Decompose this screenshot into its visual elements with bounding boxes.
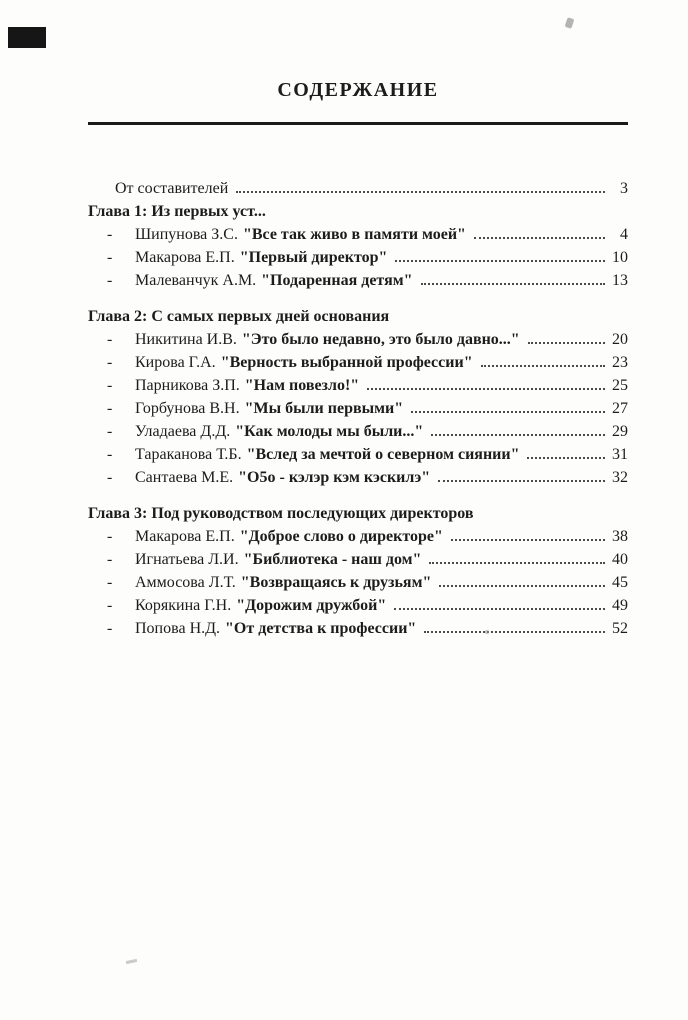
entry-work-title: "Дорожим дружбой" bbox=[236, 597, 387, 614]
entry-author: Никитина И.В. bbox=[135, 331, 237, 348]
entry-author: Горбунова В.Н. bbox=[135, 400, 240, 417]
entry-text bbox=[135, 328, 520, 351]
bullet-dash: - bbox=[107, 620, 113, 637]
toc-entry bbox=[88, 246, 628, 269]
entry-work-title: "Возвращаясь к друзьям" bbox=[240, 574, 432, 591]
entry-author: Тараканова Т.Б. bbox=[135, 446, 242, 463]
dot-leader bbox=[481, 365, 605, 367]
entry-work-title: "Нам повезло!" bbox=[244, 377, 360, 394]
dot-leader bbox=[421, 283, 605, 285]
entry-work-title: "Верность выбранной профессии" bbox=[220, 354, 473, 371]
entry-text bbox=[135, 351, 473, 374]
page-number: 38 bbox=[612, 528, 628, 545]
toc-entry-front bbox=[115, 177, 628, 200]
page-number: 52 bbox=[612, 620, 628, 637]
entry-text bbox=[135, 443, 519, 466]
scan-artifact-speck bbox=[485, 630, 489, 634]
chapter bbox=[88, 305, 628, 489]
entry-label: От составителей bbox=[115, 180, 229, 197]
entry-work-title: "Как молоды мы были..." bbox=[235, 423, 424, 440]
entry-author: Попова Н.Д. bbox=[135, 620, 221, 637]
page-number: 10 bbox=[612, 249, 628, 266]
dot-leader bbox=[439, 585, 605, 587]
toc-entry bbox=[88, 443, 628, 466]
bullet-dash: - bbox=[107, 423, 113, 440]
toc-entry bbox=[88, 397, 628, 420]
scan-artifact-speck bbox=[126, 959, 137, 964]
toc-entry bbox=[88, 548, 628, 571]
dot-leader bbox=[451, 539, 605, 541]
toc-entry bbox=[88, 617, 628, 640]
page-number: 45 bbox=[612, 574, 628, 591]
entry-text bbox=[135, 548, 421, 571]
page-number: 32 bbox=[612, 469, 628, 486]
entry-text bbox=[135, 594, 386, 617]
toc-entry bbox=[88, 351, 628, 374]
entry-work-title: "Первый директор" bbox=[239, 249, 388, 266]
chapter bbox=[88, 502, 628, 640]
entry-text bbox=[135, 571, 431, 594]
entry-work-title: "Это было недавно, это было давно..." bbox=[241, 331, 520, 348]
entry-work-title: "Доброе слово о директоре" bbox=[239, 528, 443, 545]
entry-text bbox=[135, 246, 387, 269]
dot-leader bbox=[429, 562, 605, 564]
toc-list bbox=[88, 177, 628, 640]
bullet-dash: - bbox=[107, 272, 113, 289]
page-number: 49 bbox=[612, 597, 628, 614]
entry-author: Кирова Г.А. bbox=[135, 354, 216, 371]
entry-work-title: "Мы были первыми" bbox=[244, 400, 404, 417]
entry-author: Шипунова З.С. bbox=[135, 226, 238, 243]
page-number: 31 bbox=[612, 446, 628, 463]
bullet-dash: - bbox=[107, 400, 113, 417]
entry-text bbox=[135, 269, 413, 292]
page-number: 3 bbox=[620, 180, 628, 197]
chapter-heading: Глава 2: С самых первых дней основания bbox=[88, 308, 390, 325]
toc-entry bbox=[88, 374, 628, 397]
entry-work-title: "Вслед за мечтой о северном сиянии" bbox=[246, 446, 520, 463]
bullet-dash: - bbox=[107, 446, 113, 463]
toc-entry bbox=[88, 269, 628, 292]
entry-text bbox=[135, 617, 416, 640]
title-divider bbox=[88, 122, 628, 125]
page-number: 27 bbox=[612, 400, 628, 417]
dot-leader bbox=[431, 434, 605, 436]
entry-work-title: "Подаренная детям" bbox=[261, 272, 413, 289]
bullet-dash: - bbox=[107, 377, 113, 394]
entry-author: Уладаева Д.Д. bbox=[135, 423, 231, 440]
entry-text bbox=[135, 397, 403, 420]
dot-leader bbox=[236, 191, 605, 193]
dot-leader bbox=[438, 480, 605, 482]
entry-work-title: "О5о - кэлэр кэм кэскилэ" bbox=[238, 469, 431, 486]
page-number: 13 bbox=[612, 272, 628, 289]
entry-text bbox=[135, 420, 423, 443]
bullet-dash: - bbox=[107, 551, 113, 568]
toc-entry bbox=[88, 466, 628, 489]
page-number: 4 bbox=[620, 226, 628, 243]
dot-leader bbox=[474, 237, 605, 239]
bullet-dash: - bbox=[107, 469, 113, 486]
dot-leader bbox=[527, 457, 605, 459]
toc-entry bbox=[88, 328, 628, 351]
entry-text bbox=[135, 223, 466, 246]
page-number: 23 bbox=[612, 354, 628, 371]
dot-leader bbox=[528, 342, 605, 344]
entry-author: Игнатьева Л.И. bbox=[135, 551, 239, 568]
chapter-heading: Глава 1: Из первых уст... bbox=[88, 203, 266, 220]
entry-work-title: "Все так живо в памяти моей" bbox=[242, 226, 466, 243]
chapter bbox=[88, 200, 628, 292]
bullet-dash: - bbox=[107, 574, 113, 591]
toc-entry bbox=[88, 594, 628, 617]
dot-leader bbox=[424, 631, 605, 633]
bullet-dash: - bbox=[107, 331, 113, 348]
entry-author: Макарова Е.П. bbox=[135, 528, 235, 545]
page-number: 29 bbox=[612, 423, 628, 440]
dot-leader bbox=[394, 608, 605, 610]
page-number: 25 bbox=[612, 377, 628, 394]
page-title: СОДЕРЖАНИЕ bbox=[277, 79, 439, 101]
entry-author: Корякина Г.Н. bbox=[135, 597, 232, 614]
entry-author: Парникова З.П. bbox=[135, 377, 240, 394]
entry-author: Аммосова Л.Т. bbox=[135, 574, 236, 591]
entry-work-title: "От детства к профессии" bbox=[225, 620, 417, 637]
chapter-heading: Глава 3: Под руководством последующих директоров bbox=[88, 505, 474, 522]
page-number: 40 bbox=[612, 551, 628, 568]
toc-entry bbox=[88, 223, 628, 246]
toc-entry bbox=[88, 420, 628, 443]
toc-entry bbox=[88, 571, 628, 594]
bullet-dash: - bbox=[107, 226, 113, 243]
dot-leader bbox=[367, 388, 605, 390]
bullet-dash: - bbox=[107, 528, 113, 545]
bullet-dash: - bbox=[107, 597, 113, 614]
dot-leader bbox=[395, 260, 605, 262]
dot-leader bbox=[411, 411, 605, 413]
entry-author: Макарова Е.П. bbox=[135, 249, 235, 266]
bullet-dash: - bbox=[107, 249, 113, 266]
scan-artifact-corner-block bbox=[8, 27, 46, 48]
entry-text bbox=[135, 374, 359, 397]
entry-text bbox=[135, 466, 430, 489]
entry-author: Сантаева М.Е. bbox=[135, 469, 234, 486]
chapters bbox=[88, 200, 628, 640]
entry-work-title: "Библиотека - наш дом" bbox=[243, 551, 422, 568]
entry-author: Малеванчук А.М. bbox=[135, 272, 257, 289]
entry-text bbox=[135, 525, 443, 548]
bullet-dash: - bbox=[107, 354, 113, 371]
page-number: 20 bbox=[612, 331, 628, 348]
toc-entry bbox=[88, 525, 628, 548]
